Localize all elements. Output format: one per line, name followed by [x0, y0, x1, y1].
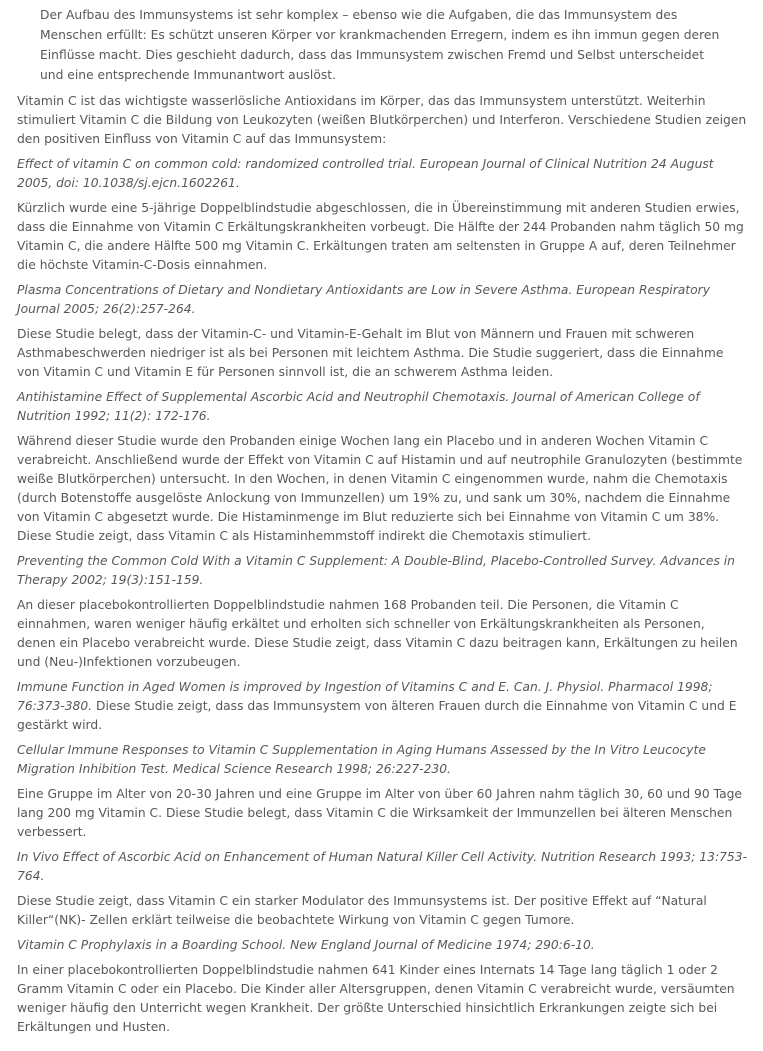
study-citation	[17, 848, 747, 886]
paragraph-text: Diese Studie zeigt, dass das Immunsystem von älteren Frauen durch die Einnahme von Vitamin C und E gestärkt wird.	[17, 699, 737, 732]
citation-text: Effect of vitamin C on common cold: randomized controlled trial. European Journal of Clinical Nutrition 24 August 2005, doi: 10.1038/sj.ejcn.1602261.	[17, 157, 714, 190]
paragraph-text: An dieser placebokontrollierten Doppelblindstudie nahmen 168 Probanden teil. Die Personen, die Vitamin C einnahmen, waren weniger häufig erkältet und erholten sich schneller von Erkältungskrankheiten als Personen, denen ein Placebo verabreicht wurde. Diese Studie zeigt, dass Vitamin C dazu beitragen kann, Erkältungen zu heilen und (Neu-)Infektionen vorzubeugen.	[17, 598, 738, 669]
citation-text: Vitamin C Prophylaxis in a Boarding School. New England Journal of Medicine 1974; 290:6-10.	[17, 938, 595, 952]
citation-text: Cellular Immune Responses to Vitamin C Supplementation in Aging Humans Assessed by the In Vitro Leucocyte Migration Inhibition Test. Medical Science Research 1998; 26:227-230.	[17, 743, 706, 776]
study-citation	[17, 552, 747, 590]
citation-text: In Vivo Effect of Ascorbic Acid on Enhancement of Human Natural Killer Cell Activity. Nutrition Research 1993; 13:753-764.	[17, 850, 748, 883]
body-paragraph	[17, 961, 747, 1037]
paragraph-text: Eine Gruppe im Alter von 20-30 Jahren und eine Gruppe im Alter von über 60 Jahren nahm täglich 30, 60 und 90 Tage lang 200 mg Vitamin C. Diese Studie belegt, dass Vitamin C die Wirksamkeit der Immunzellen bei älteren Menschen verbessert.	[17, 787, 742, 839]
intro-quote-paragraph	[40, 5, 729, 85]
body-paragraph	[17, 92, 747, 149]
study-citation	[17, 155, 747, 193]
citation-text: Immune Function in Aged Women is improved by Ingestion of Vitamins C and E. Can. J. Physiol. Pharmacol 1998; 76:373-380.	[17, 680, 713, 713]
study-citation	[17, 741, 747, 779]
study-citation	[17, 281, 747, 319]
body-paragraph	[17, 199, 747, 275]
body-paragraph	[17, 678, 747, 735]
paragraph-text: Während dieser Studie wurde den Probanden einige Wochen lang ein Placebo und in anderen Wochen Vitamin C verabreicht. Anschließend wurde der Effekt von Vitamin C auf Histamin und auf neutrophile Granulozyten (bestimmte weiße Blutkörperchen) untersucht. In den Wochen, in denen Vitamin C eingenommen wurde, nahm die Chemotaxis (durch Botenstoffe ausgelöste Anlockung von Immunzellen) um 19% zu, und sank um 30%, nachdem die Einnahme von Vitamin C abgesetzt wurde. Die Histaminmenge im Blut reduzierte sich bei Einnahme von Vitamin C um 38%. Diese Studie zeigt, dass Vitamin C als Histaminhemmstoff indirekt die Chemotaxis stimuliert.	[17, 434, 743, 543]
paragraph-text: Diese Studie belegt, dass der Vitamin-C- und Vitamin-E-Gehalt im Blut von Männern und Frauen mit schweren Asthmabeschwerden niedriger ist als bei Personen mit leichtem Asthma. Die Studie suggeriert, dass die Einnahme von Vitamin C und Vitamin E für Personen sinnvoll ist, die an schwerem Asthma leiden.	[17, 327, 724, 379]
paragraph-text: Vitamin C ist das wichtigste wasserlösliche Antioxidans im Körper, das das Immunsystem unterstützt. Weiterhin stimuliert Vitamin C die Bildung von Leukozyten (weißen Blutkörperchen) und Interferon. Verschiedene Studien zeigen den positiven Einfluss von Vitamin C auf das Immunsystem:	[17, 94, 747, 146]
paragraph-text: Der Aufbau des Immunsystems ist sehr komplex – ebenso wie die Aufgaben, die das Immunsystem des Menschen erfüllt: Es schützt unseren Körper vor krankmachenden Erregern, indem es ihn immun gegen deren Einflüsse macht. Dies geschieht dadurch, dass das Immunsystem zwischen Fremd und Selbst unterscheidet und eine entsprechende Immunantwort auslöst.	[40, 8, 720, 82]
body-paragraph	[17, 325, 747, 382]
body-paragraph	[17, 596, 747, 672]
body-paragraph	[17, 892, 747, 930]
paragraph-text: In einer placebokontrollierten Doppelblindstudie nahmen 641 Kinder eines Internats 14 Tage lang täglich 1 oder 2 Gramm Vitamin C oder ein Placebo. Die Kinder aller Altersgruppen, denen Vitamin C verabreicht wurde, versäumten weniger häufig den Unterricht wegen Krankheit. Der größte Unterschied hinsichtlich Erkrankungen zeigte sich bei Erkältungen und Husten.	[17, 963, 735, 1034]
citation-text: Antihistamine Effect of Supplemental Ascorbic Acid and Neutrophil Chemotaxis. Journal of American College of Nutrition 1992; 11(2): 172-176.	[17, 390, 700, 423]
body-paragraph	[17, 432, 747, 546]
citation-text: Preventing the Common Cold With a Vitamin C Supplement: A Double-Blind, Placebo-Controlled Survey. Advances in Therapy 2002; 19(3):151-159.	[17, 554, 735, 587]
paragraph-text: Kürzlich wurde eine 5-jährige Doppelblindstudie abgeschlossen, die in Übereinstimmung mit anderen Studien erwies, dass die Einnahme von Vitamin C Erkältungskrankheiten vorbeugt. Die Hälfte der 244 Probanden nahm täglich 50 mg Vitamin C, die andere Hälfte 500 mg Vitamin C. Erkältungen traten am seltensten in Gruppe A auf, deren Teilnehmer die höchste Vitamin-C-Dosis einnahmen.	[17, 201, 744, 272]
paragraph-text: Diese Studie zeigt, dass Vitamin C ein starker Modulator des Immunsystems ist. Der positive Effekt auf “Natural Killer“(NK)- Zellen erklärt teilweise die beobachtete Wirkung von Vitamin C gegen Tumore.	[17, 894, 707, 927]
study-citation	[17, 388, 747, 426]
body-paragraph	[17, 785, 747, 842]
citation-text: Plasma Concentrations of Dietary and Nondietary Antioxidants are Low in Severe Asthma. European Respiratory Journal 2005; 26(2):257-264.	[17, 283, 710, 316]
study-citation	[17, 936, 747, 955]
